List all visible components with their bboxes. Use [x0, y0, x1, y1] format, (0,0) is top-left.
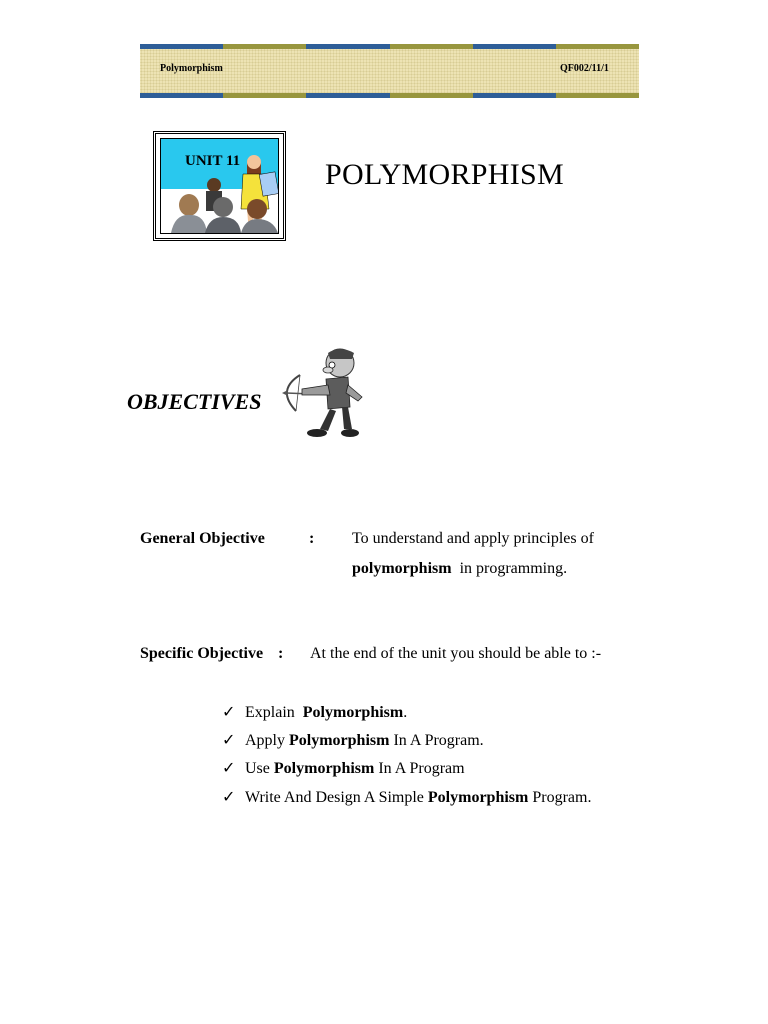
unit-illustration-frame [153, 131, 286, 241]
check-icon: ✓ [222, 732, 236, 749]
check-icon: ✓ [222, 704, 236, 721]
general-objective-keyword: polymorphism [352, 560, 452, 577]
checklist-item: ✓ Write And Design A Simple Polymorphism Program. [222, 789, 592, 806]
general-objective-line2-rest: in programming. [459, 560, 568, 577]
objectives-heading: OBJECTIVES [127, 389, 262, 414]
checklist-item: ✓ Apply Polymorphism In A Program. [222, 732, 484, 749]
header-left-text: Polymorphism [160, 63, 223, 74]
general-objective-label: General Objective [140, 530, 265, 547]
specific-objective-colon: : [278, 645, 284, 662]
general-objective-line1: To understand and apply principles of [352, 530, 594, 547]
specific-objective-text: At the end of the unit you should be able to :- [310, 645, 602, 662]
specific-objective-label: Specific Objective [140, 645, 264, 662]
checklist-item: ✓ Explain Polymorphism. [222, 704, 408, 721]
general-objective-colon: : [309, 530, 315, 547]
header-stripe-bottom [140, 93, 639, 98]
archer-icon [272, 345, 367, 440]
header-right-text: QF002/11/1 [560, 63, 609, 74]
page-title: POLYMORPHISM [325, 158, 564, 191]
presentation-illustration [160, 138, 279, 234]
check-icon: ✓ [222, 760, 236, 777]
checklist-item: ✓ Use Polymorphism In A Program [222, 760, 465, 777]
unit-label: UNIT 11 [185, 153, 241, 169]
check-icon: ✓ [222, 789, 236, 806]
general-objective-line2 [352, 560, 567, 578]
